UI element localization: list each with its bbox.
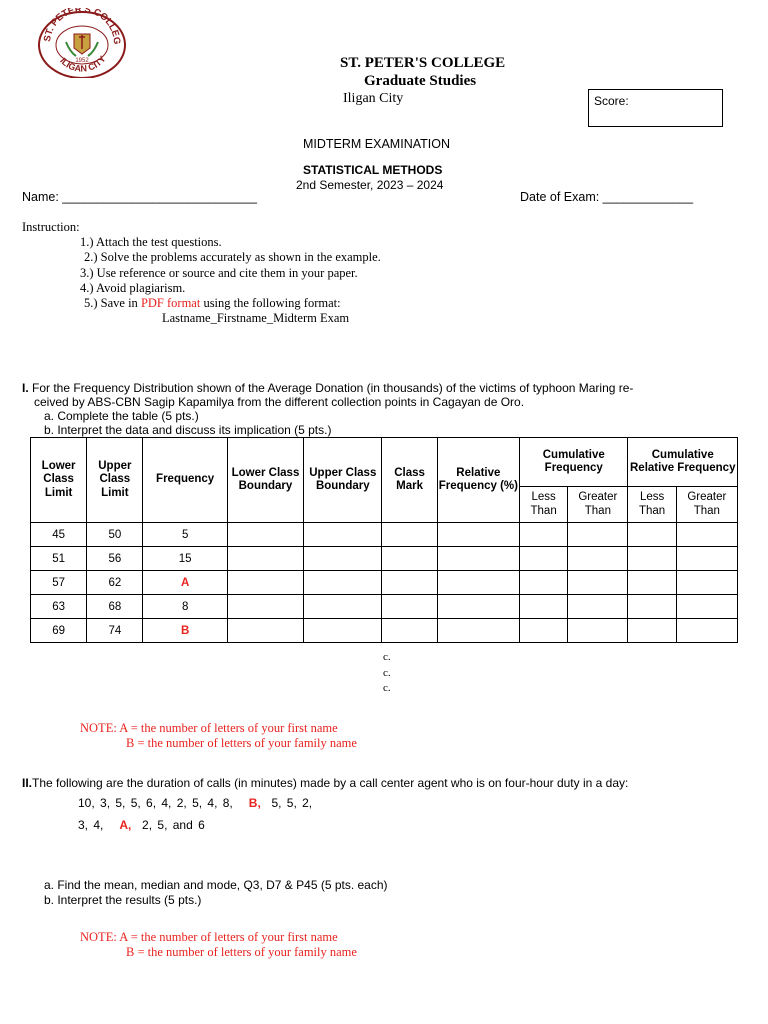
part2-question: II.The following are the duration of calls (in minutes) made by a call center agent who is on four-hour duty in a day: xyxy=(22,776,629,790)
exam-title: MIDTERM EXAMINATION xyxy=(303,137,450,151)
header-cumulative-relative: Cumulative Relative Frequency xyxy=(628,438,738,487)
city-name: Iligan City xyxy=(343,91,404,106)
header-cumulative-frequency: Cumulative Frequency xyxy=(520,438,628,487)
college-name: ST. PETER'S COLLEGE xyxy=(340,55,506,71)
header-crf-less-than: Less Than xyxy=(628,487,676,523)
call-duration-line-1: 10, 3, 5, 5, 6, 4, 2, 5, 4, 8, B, 5, 5, 2, xyxy=(78,796,313,810)
score-label: Score: xyxy=(594,94,629,108)
table-row: 51 56 15 xyxy=(31,547,738,571)
table-row: 57 62 A xyxy=(31,571,738,595)
header-relative-frequency: Relative Frequency (%) xyxy=(437,438,519,523)
logo-text-bottom: ILIGAN CITY xyxy=(58,53,108,74)
department-name: Graduate Studies xyxy=(364,73,477,89)
logo-text-top: ST. PETER'S COLLEG xyxy=(42,8,123,45)
instruction-item: 3.) Use reference or source and cite them in your paper. xyxy=(80,265,358,280)
score-box[interactable] xyxy=(588,89,723,127)
instruction-item: 4.) Avoid plagiarism. xyxy=(80,280,186,295)
instruction-item: 1.) Attach the test questions. xyxy=(80,235,222,250)
header-frequency: Frequency xyxy=(143,438,227,523)
logo-year: 1952 xyxy=(75,58,89,64)
name-field[interactable]: Name: ____________________________ xyxy=(22,190,257,204)
date-field[interactable]: Date of Exam: _____________ xyxy=(520,190,694,204)
frequency-distribution-table xyxy=(30,437,738,643)
instruction-item: 2.) Solve the problems accurately as shown in the example. xyxy=(84,250,381,265)
header-upper-limit: Upper Class Limit xyxy=(87,438,143,523)
semester-label: 2nd Semester, 2023 – 2024 xyxy=(296,178,444,192)
part1-task-a: a. Complete the table (5 pts.) xyxy=(44,409,199,423)
header-cf-less-than: Less Than xyxy=(520,487,568,523)
header-class-mark: Class Mark xyxy=(382,438,437,523)
header-crf-greater-than: Greater Than xyxy=(676,487,737,523)
pdf-format-text: PDF format xyxy=(140,296,201,311)
college-seal-logo xyxy=(36,8,128,78)
header-upper-boundary: Upper Class Boundary xyxy=(304,438,382,523)
subject-title: STATISTICAL METHODS xyxy=(303,163,443,177)
header-cf-greater-than: Greater Than xyxy=(568,487,628,523)
part1-task-b: b. Interpret the data and discuss its implication (5 pts.) xyxy=(44,423,332,437)
instructions xyxy=(22,220,381,326)
filename-format: Lastname_Firstname_Midterm Exam xyxy=(162,311,350,326)
part1-note: NOTE: A = the number of letters of your first name B = the number of letters of your family name xyxy=(80,721,357,750)
instruction-item: 5.) Save in PDF format using the following format: xyxy=(84,296,341,311)
header-lower-limit: Lower Class Limit xyxy=(31,438,87,523)
table-row: 63 68 8 xyxy=(31,595,738,619)
table-row: 45 50 5 xyxy=(31,523,738,547)
call-duration-line-2: 3, 4, A, 2, 5, and 6 xyxy=(78,818,205,832)
part2-tasks: a. Find the mean, median and mode, Q3, D7 & P45 (5 pts. each) b. Interpret the results (5 pts.) xyxy=(44,878,388,907)
trailing-markers: c. c. c. xyxy=(383,651,391,694)
part1-question: I. For the Frequency Distribution shown of the Average Donation (in thousands) of the victims of typhoon Maring re- ceived by ABS-CBN Sagip Kapamilya from the different collection points in Cagayan de Oro. a. Complete the table (5 pts.) b. Interpret the data and discuss its implication (5 pts.) xyxy=(22,381,752,437)
header-lower-boundary: Lower Class Boundary xyxy=(227,438,303,523)
table-row: 69 74 B xyxy=(31,619,738,643)
instructions-heading: Instruction: xyxy=(22,220,80,234)
part2-note: NOTE: A = the number of letters of your first name B = the number of letters of your family name xyxy=(80,930,357,959)
